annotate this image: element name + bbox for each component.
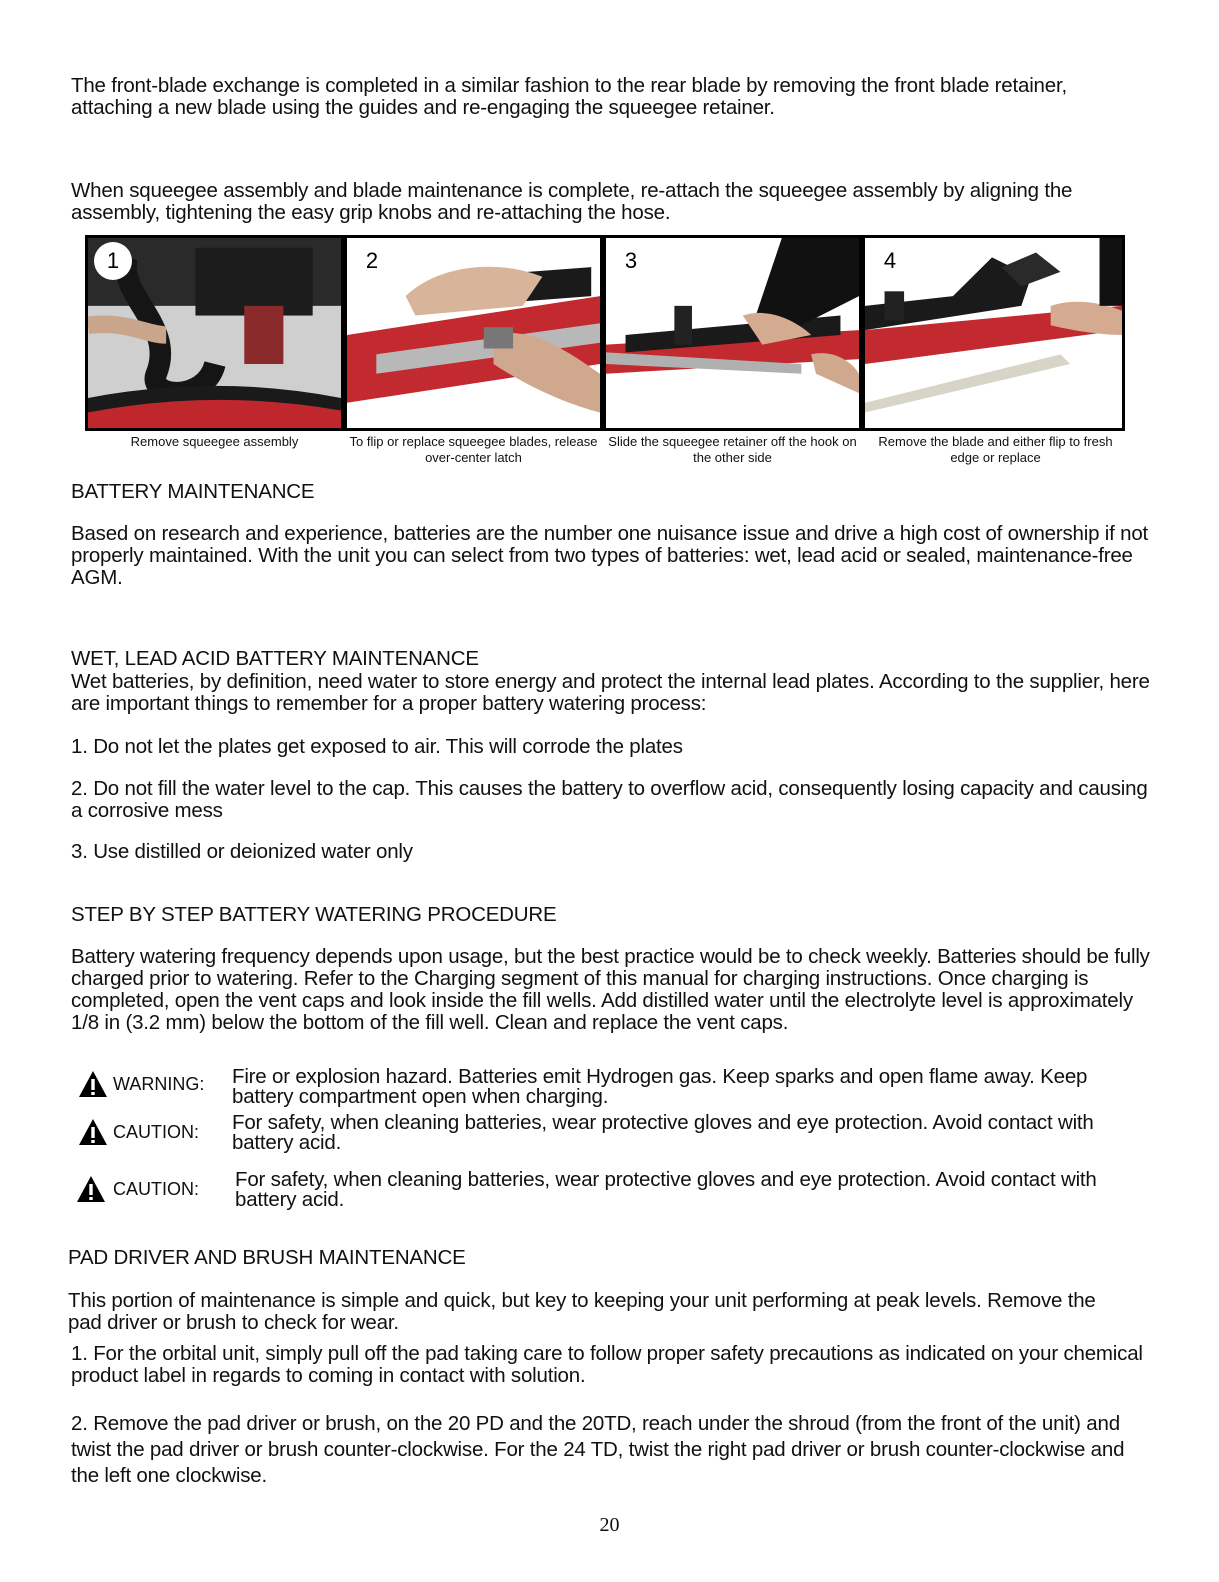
intro-paragraph-reattach: When squeegee assembly and blade maintenance is complete, re-attach the squeegee assembly by aligning the assembly, tightening the easy grip knobs and re-attaching the hose. <box>71 179 1073 224</box>
photo-2-caption: To flip or replace squeegee blades, release over-center latch <box>349 434 598 465</box>
warning-label: WARNING: <box>113 1074 205 1094</box>
photo-remove-squeegee <box>85 235 344 431</box>
caution-triangle-icon <box>76 1175 106 1203</box>
pad-driver-step-2: 2. Remove the pad driver or brush, on the 20 PD and the 20TD, reach under the shroud (from the front of the unit) and twist the pad driver or brush counter-clockwise. For the 24 TD, twist the right pad driver or brush counter-clockwise and the left one clockwise. <box>71 1412 1125 1487</box>
pad-driver-step-1: 1. For the orbital unit, simply pull off the pad taking care to follow proper safety precautions as indicated on your chemical product label in regards to coming in contact with solution. <box>71 1342 1143 1387</box>
photo-remove-blade <box>862 235 1125 431</box>
watering-procedure-heading: STEP BY STEP BATTERY WATERING PROCEDURE <box>71 903 557 926</box>
wet-battery-paragraph: Wet batteries, by definition, need water to store energy and protect the internal lead plates. According to the supplier, here are important things to remember for a proper battery watering process: <box>71 670 1150 715</box>
wet-item-2: 2. Do not fill the water level to the cap. This causes the battery to overflow acid, consequently losing capacity and causing a corrosive mess <box>71 777 1148 822</box>
battery-maintenance-heading: BATTERY MAINTENANCE <box>71 480 315 503</box>
wet-battery-heading: WET, LEAD ACID BATTERY MAINTENANCE <box>71 647 479 670</box>
photo-sequence <box>85 235 1125 431</box>
caution-triangle-icon <box>78 1118 108 1146</box>
warning-triangle-icon <box>78 1070 108 1098</box>
photo-1-number: 1 <box>94 242 132 280</box>
page-number: 20 <box>599 1514 620 1536</box>
pad-driver-heading: PAD DRIVER AND BRUSH MAINTENANCE <box>68 1246 466 1269</box>
intro-paragraph-front-blade: The front-blade exchange is completed in a similar fashion to the rear blade by removing the front blade retainer, attaching a new blade using the guides and re-engaging the squeegee retainer. <box>71 74 1067 119</box>
photo-1-caption: Remove squeegee assembly <box>130 434 299 449</box>
warning-text: Fire or explosion hazard. Batteries emit Hydrogen gas. Keep sparks and open flame away. Keep battery compartment open when charging. <box>232 1065 1088 1108</box>
photo-3-caption: Slide the squeegee retainer off the hook on the other side <box>608 434 857 465</box>
watering-procedure-paragraph: Battery watering frequency depends upon usage, but the best practice would be to check weekly. Batteries should be fully charged prior to watering. Refer to the Charging segment of this manual for charging instructions. Once charging is completed, open the vent caps and look inside the fill wells. Add distilled water until the electrolyte level is approximately 1/8 in (3.2 mm) below the bottom of the fill well. Clean and replace the vent caps. <box>71 945 1150 1034</box>
photo-4-number: 4 <box>871 242 909 280</box>
photo-2-number: 2 <box>353 242 391 280</box>
pad-driver-paragraph: This portion of maintenance is simple and quick, but key to keeping your unit performing at peak levels. Remove the pad driver or brush to check for wear. <box>68 1289 1096 1334</box>
caution-label-2: CAUTION: <box>113 1179 200 1199</box>
photo-3-number: 3 <box>612 242 650 280</box>
caution-text-2: For safety, when cleaning batteries, wear protective gloves and eye protection. Avoid contact with battery acid. <box>235 1168 1097 1211</box>
photo-release-latch <box>344 235 603 431</box>
caution-text-1: For safety, when cleaning batteries, wear protective gloves and eye protection. Avoid contact with battery acid. <box>232 1111 1094 1154</box>
photo-4-caption: Remove the blade and either flip to fresh edge or replace <box>878 434 1113 465</box>
caution-label-1: CAUTION: <box>113 1122 200 1142</box>
photo-slide-retainer <box>603 235 862 431</box>
wet-item-3: 3. Use distilled or deionized water only <box>71 840 413 863</box>
battery-maintenance-paragraph: Based on research and experience, batteries are the number one nuisance issue and drive a high cost of ownership if not properly maintained. With the unit you can select from two types of batteries: wet, lead acid or sealed, maintenance-free AGM. <box>71 522 1149 589</box>
wet-item-1: 1. Do not let the plates get exposed to air. This will corrode the plates <box>71 735 683 758</box>
